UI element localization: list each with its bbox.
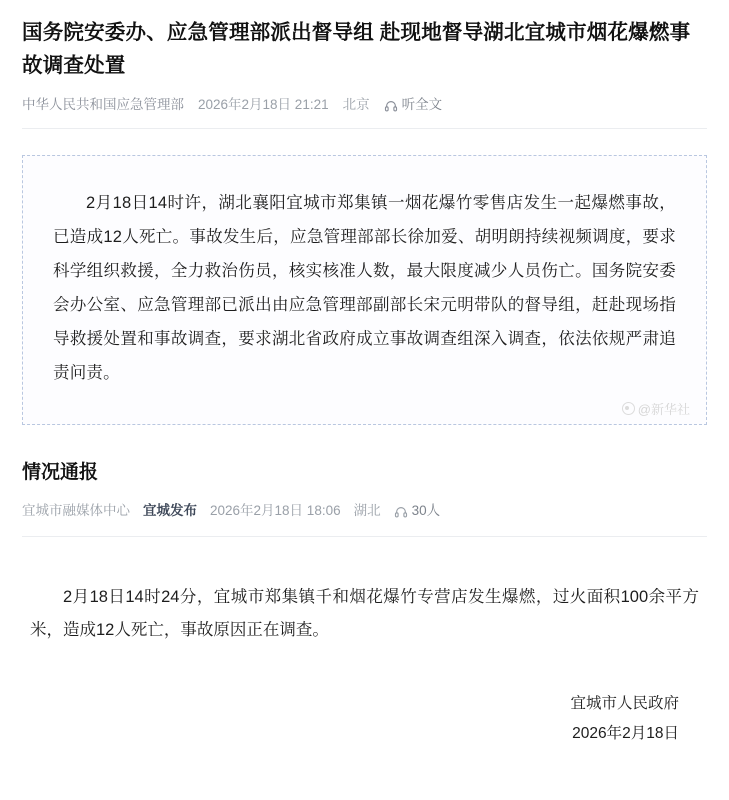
watermark-label: @新华社 bbox=[637, 402, 690, 417]
report-title: 情况通报 bbox=[22, 462, 99, 483]
report-location: 湖北 bbox=[353, 503, 381, 518]
report-body: 2月18日14时24分，宜城市郑集镇千和烟花爆竹专营店发生爆燃，过火面积100余平方米，造成12人死亡，事故原因正在调查。 bbox=[30, 588, 699, 639]
listen-full-text-label: 听全文 bbox=[401, 97, 443, 112]
report-listeners-button[interactable] bbox=[394, 502, 441, 520]
eye-icon bbox=[622, 402, 635, 415]
headphone-icon bbox=[394, 505, 408, 519]
report-meta bbox=[22, 502, 707, 520]
headphone-icon bbox=[384, 99, 398, 113]
report-listeners-count: 30人 bbox=[411, 503, 441, 518]
report-signature bbox=[22, 689, 707, 749]
report-account[interactable]: 宜城发布 bbox=[143, 503, 197, 518]
page-title: 国务院安委办、应急管理部派出督导组 赴现地督导湖北宜城市烟花爆燃事故调查处置 bbox=[22, 21, 691, 77]
article-meta bbox=[22, 96, 707, 114]
meta-divider bbox=[22, 128, 707, 129]
signature-issuer: 宜城市人民政府 bbox=[570, 695, 679, 712]
watermark bbox=[622, 399, 690, 418]
report-timestamp: 2026年2月18日 18:06 bbox=[210, 503, 341, 518]
quote-text: 2月18日14时许，湖北襄阳宜城市郑集镇一烟花爆竹零售店发生一起爆燃事故，已造成12人死亡。事故发生后，应急管理部部长徐加爱、胡明朗持续视频调度，要求科学组织救援，全力救治伤员，核实核准人数，最大限度减少人员伤亡。国务院安委会办公室、应急管理部已派出由应急管理部副部长宋元明带队的督导组，赶赴现场指导救援处置和事故调查，要求湖北省政府成立事故调查组深入调查，依法依规严肃追责问责。 bbox=[53, 194, 676, 382]
article-timestamp: 2026年2月18日 21:21 bbox=[198, 97, 329, 112]
article-location: 北京 bbox=[342, 97, 370, 112]
signature-date: 2026年2月18日 bbox=[572, 725, 679, 742]
listen-full-text-button[interactable] bbox=[384, 96, 443, 114]
report-divider bbox=[22, 536, 707, 537]
quote-block bbox=[22, 155, 707, 425]
article-source: 中华人民共和国应急管理部 bbox=[22, 97, 184, 112]
report-org: 宜城市融媒体中心 bbox=[22, 503, 130, 518]
